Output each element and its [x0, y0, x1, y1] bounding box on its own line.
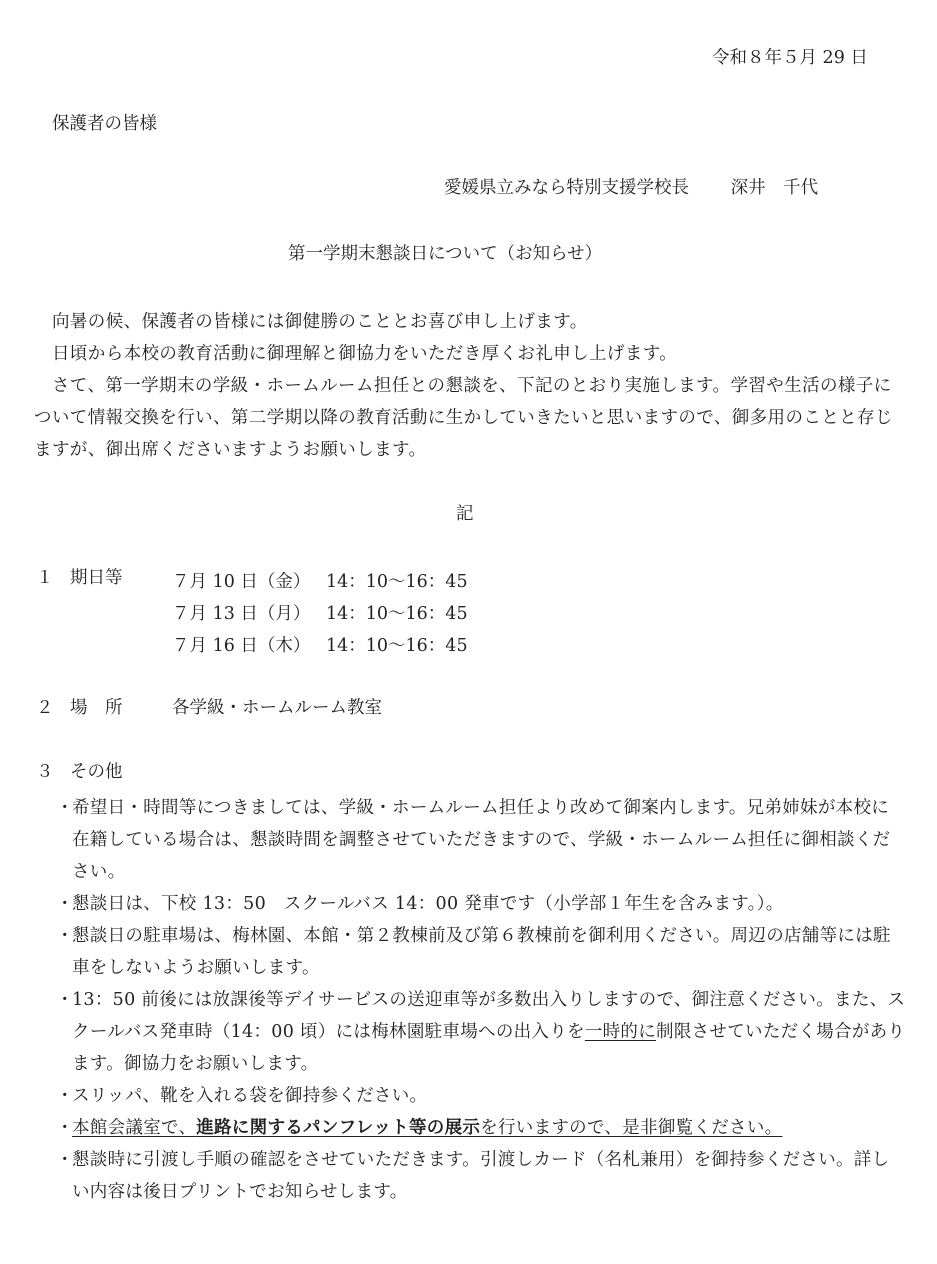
list-item-text: 懇談日の駐車場は、梅林園、本館・第２教棟前及び第６教棟前を御利用ください。周辺の店舗等には駐車をしないようお願いします。: [72, 926, 891, 978]
list-item-text: スリッパ、靴を入れる袋を御持参ください。: [72, 1086, 428, 1106]
bullet-mark: ・: [56, 894, 74, 914]
bullet-mark: ・: [56, 926, 74, 946]
underlined-phrase: 本館会議室で、: [72, 1118, 197, 1138]
sender-org: 愛媛県立みなら特別支援学校長: [444, 178, 689, 198]
bullet-mark: ・: [56, 798, 74, 818]
section-1-label: 期日等: [70, 568, 123, 588]
list-item: [56, 792, 906, 888]
underlined-phrase: を行いますので、是非御覧ください。: [480, 1118, 783, 1138]
greeting-paragraph-1: 向暑の候、保護者の皆様には御健勝のこととお喜び申し上げます。: [52, 312, 588, 332]
bullet-mark: ・: [56, 1086, 74, 1106]
ki-heading: 記: [456, 504, 474, 524]
section-2-label: 場 所: [70, 698, 123, 718]
section-2-value: 各学級・ホームルーム教室: [172, 698, 382, 718]
list-item: [56, 1112, 906, 1144]
section-3-number: ３: [36, 762, 54, 782]
schedule-row: [0, 568, 937, 596]
list-item: [56, 1144, 906, 1208]
underlined-phrase: 一時的に: [584, 1022, 657, 1042]
recipient: 保護者の皆様: [52, 114, 157, 134]
section-3-label: その他: [70, 762, 123, 782]
sender-name: 深井 千代: [730, 178, 819, 198]
schedule-date: ７月 16 日（木）: [172, 636, 311, 656]
schedule-row: [0, 632, 937, 660]
section-2-number: ２: [36, 698, 54, 718]
list-item-text: 懇談時に引渡し手順の確認をさせていただきます。引渡しカード（名札兼用）を御持参ください。詳しい内容は後日プリントでお知らせします。: [72, 1150, 890, 1202]
schedule-time: 14：10～16：45: [326, 636, 468, 656]
bullet-mark: ・: [56, 1150, 74, 1170]
issue-date: 令和８年５月 29 日: [712, 48, 868, 68]
list-item-text: 希望日・時間等につきましては、学級・ホームルーム担任より改めて御案内します。兄弟姉妹が本校に在籍している場合は、懇談時間を調整させていただきますので、学級・ホームルーム担任に御相談ください。: [72, 798, 891, 882]
bullet-mark: ・: [56, 990, 74, 1010]
section-1-number: １: [36, 568, 54, 588]
schedule-time: 14：10～16：45: [326, 572, 468, 592]
document-title: 第一学期末懇談日について（お知らせ）: [288, 244, 603, 264]
list-item: [56, 984, 906, 1080]
list-item-text: [56, 1112, 906, 1144]
underlined-bold-phrase: 進路に関するパンフレット等の展示: [196, 1118, 481, 1138]
schedule-row: [0, 600, 937, 628]
schedule-date: ７月 10 日（金）: [172, 572, 311, 592]
schedule-date: ７月 13 日（月）: [172, 604, 311, 624]
bullet-mark: ・: [56, 1118, 74, 1138]
list-item-text: 13：50 前後には放課後等デイサービスの送迎車等が多数出入りしますので、御注意ください。また、スクールバス発車時（14：00 頃）には梅林園駐車場への出入りを一時的に制限させていただく場合があります。御協力をお願いします。: [72, 990, 906, 1074]
list-item: [56, 1080, 906, 1112]
list-item: [56, 888, 906, 920]
list-item-text: 懇談日は、下校 13：50 スクールバス 14：00 発車です（小学部１年生を含みます。）。: [72, 894, 784, 914]
schedule-time: 14：10～16：45: [326, 604, 468, 624]
greeting-paragraph-2: 日頃から本校の教育活動に御理解と御協力をいただき厚くお礼申し上げます。: [52, 344, 678, 364]
list-item: [56, 920, 906, 984]
sender: [444, 178, 818, 199]
greeting-paragraph-3: さて、第一学期末の学級・ホームルーム担任との懇談を、下記のとおり実施します。学習や生活の様子について情報交換を行い、第二学期以降の教育活動に生かしていきたいと思いますので、御多用のことと存じますが、御出席くださいますようお願いします。: [34, 376, 893, 460]
